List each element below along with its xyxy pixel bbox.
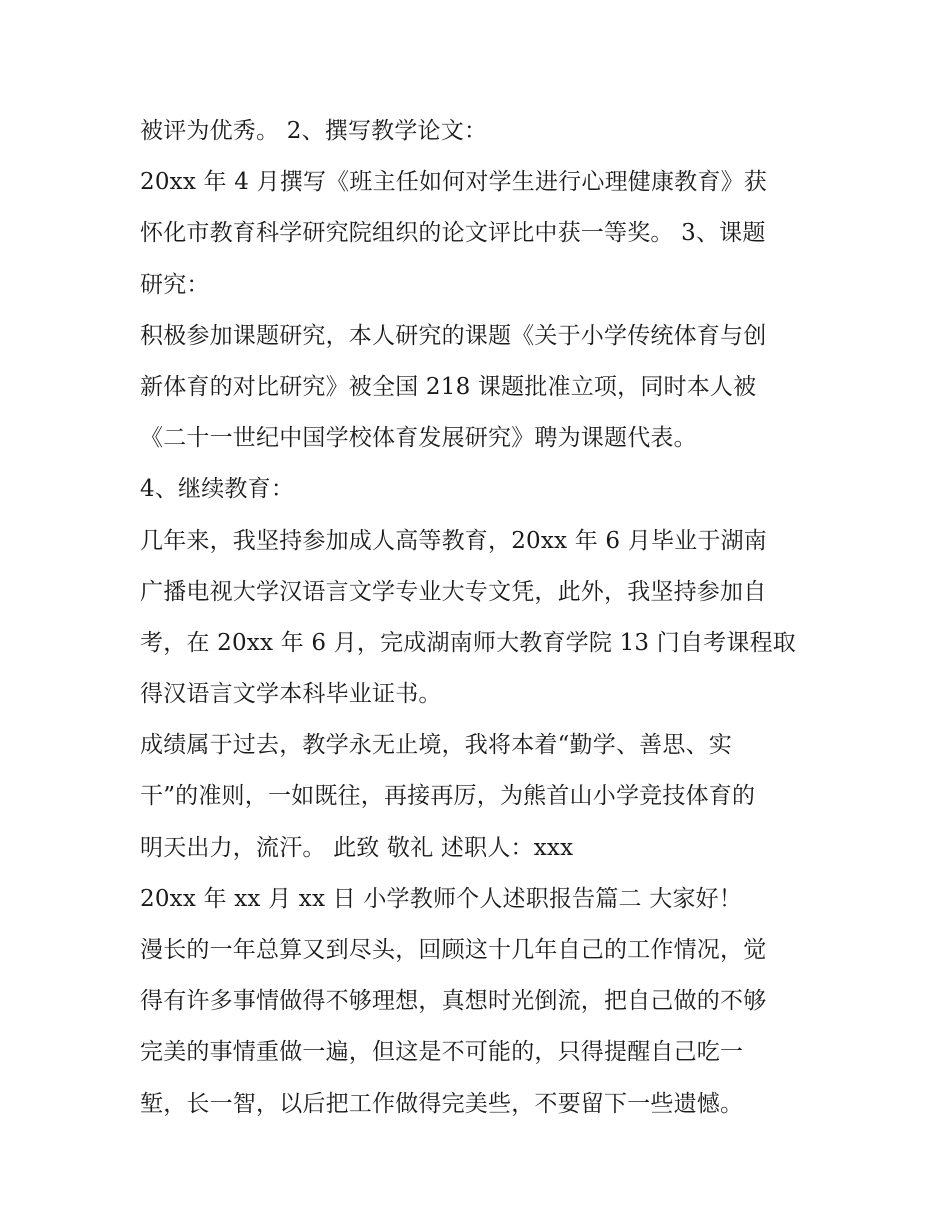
text-line: 4、继续教育：	[140, 476, 295, 503]
text-line: 得汉语言文学本科毕业证书。	[140, 681, 442, 708]
document-body	[140, 106, 830, 1130]
text-line: 完美的事情重做一遍，但这是不可能的，只得提醒自己吃一	[140, 1039, 744, 1066]
text-line: 成绩属于过去，教学永无止境，我将本着“勤学、善思、实	[140, 732, 732, 759]
text-line: 几年来，我坚持参加成人高等教育，20xx 年 6 月毕业于湖南	[140, 527, 767, 554]
text-line: 得有许多事情做得不够理想，真想时光倒流，把自己做的不够	[140, 988, 767, 1015]
text-line: 干”的准则，一如既往，再接再厉，为熊首山小学竞技体育的	[140, 783, 756, 810]
text-line: 《二十一世纪中国学校体育发展研究》聘为课题代表。	[140, 425, 697, 452]
text-line: 新体育的对比研究》被全国 218 课题批准立项，同时本人被	[140, 373, 757, 400]
text-line: 研究：	[140, 271, 210, 298]
text-line: 20xx 年 xx 月 xx 日 小学教师个人述职报告篇二 大家好！	[140, 885, 743, 912]
text-line: 怀化市教育科学研究院组织的论文评比中获一等奖。 3、课题	[140, 220, 766, 247]
text-line: 被评为优秀。 2、撰写教学论文：	[140, 118, 488, 144]
text-line: 堑，长一智，以后把工作做得完美些，不要留下一些遗憾。	[140, 1090, 744, 1117]
text-line: 积极参加课题研究，本人研究的课题《关于小学传统体育与创	[140, 322, 767, 349]
text-line: 考，在 20xx 年 6 月，完成湖南师大教育学院 13 门自考课程取	[140, 629, 796, 656]
text-line: 明天出力，流汗。 此致 敬礼 述职人：xxx	[140, 834, 574, 861]
text-line: 20xx 年 4 月撰写《班主任如何对学生进行心理健康教育》获	[140, 169, 767, 196]
text-line: 广播电视大学汉语言文学专业大专文凭，此外，我坚持参加自	[140, 578, 767, 605]
text-line: 漫长的一年总算又到尽头，回顾这十几年自己的工作情况，觉	[140, 937, 767, 963]
